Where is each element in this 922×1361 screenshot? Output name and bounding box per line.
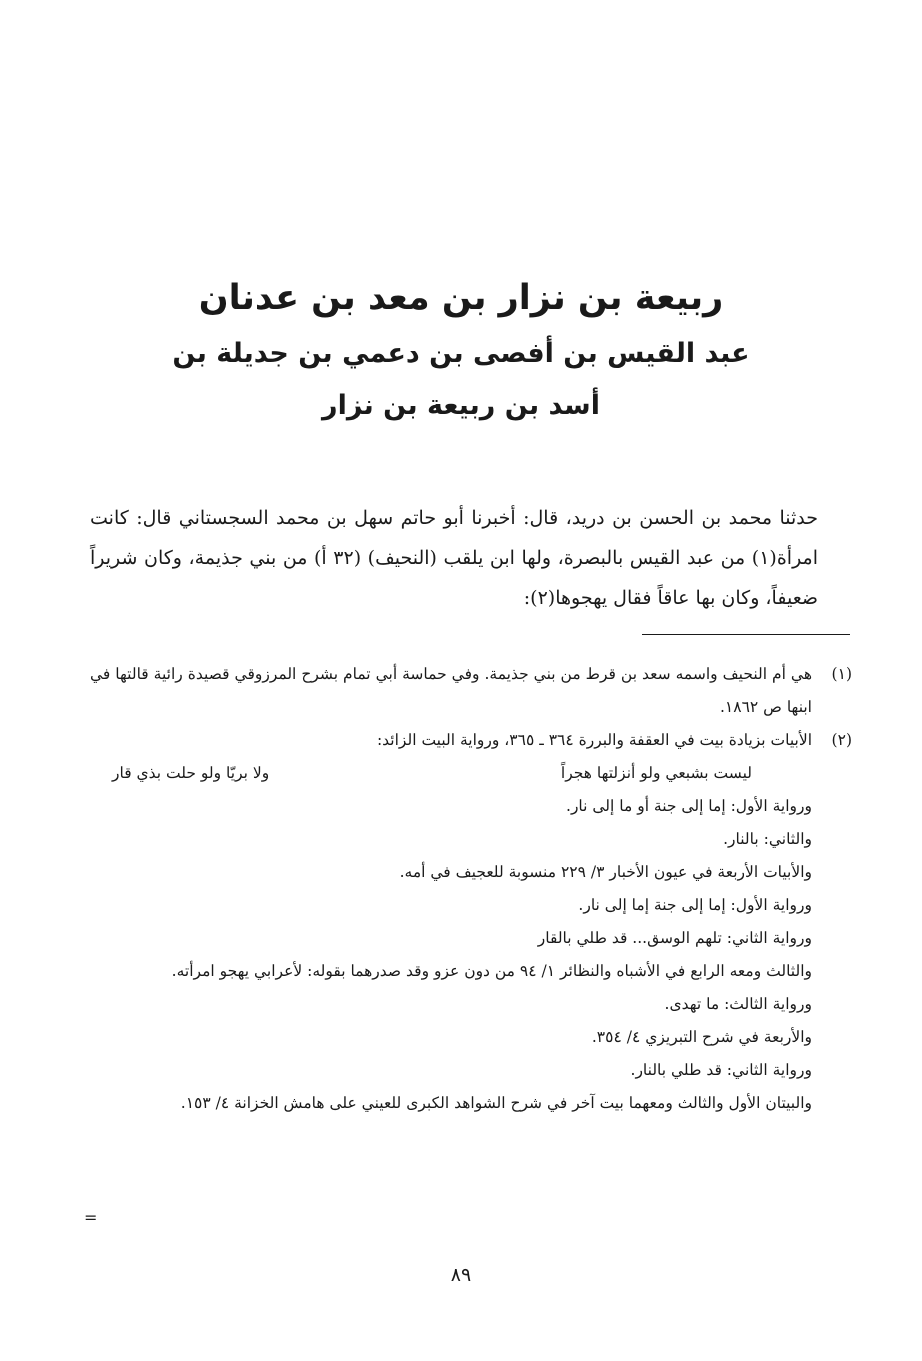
chapter-heading	[100, 268, 822, 432]
footnote-number: (٢)	[831, 731, 852, 749]
footnote-line: الأبيات بزيادة بيت في العقفة والبررة ٣٦٤ ـ ٣٦٥، ورواية البيت الزائد:	[376, 731, 812, 749]
body-paragraph: حدثنا محمد بن الحسن بن دريد، قال: أخبرنا أبو حاتم سهل بن محمد السجستاني قال: كانت امرأة(١) من عبد القيس بالبصرة، ولها ابن يلقب (النحيف) (٣٢ أ) من بني جذيمة، وكان شريراً ضعيفاً، وكان بها عاقاً فقال يهجوها(٢):	[90, 507, 819, 609]
verse-hemistich-first: ليست بشبعي ولو أنزلتها هجراً	[560, 764, 752, 782]
footnotes	[90, 658, 852, 1120]
footnote-1	[90, 658, 852, 724]
page-number: ٨٩	[450, 1264, 472, 1286]
footnote-line: ورواية الثاني: تلهم الوسق... قد طلي بالقار	[537, 929, 812, 947]
footnote-2	[90, 724, 852, 1120]
footnote-text: هي أم النحيف واسمه سعد بن قرط من بني جذيمة. وفي حماسة أبي تمام بشرح المرزوقي قصيدة رائية قالتها في ابنها ص ١٨٦٢.	[90, 665, 812, 716]
footnote-line: والثالث ومعه الرابع في الأشباه والنظائر ١/ ٩٤ من دون عزو وقد صدرهما بقوله: لأعرابي يهجو امرأته.	[171, 962, 812, 980]
verse-line	[112, 757, 812, 790]
footnote-line: ورواية الثاني: قد طلي بالنار.	[630, 1061, 812, 1079]
footnote-line: والأربعة في شرح التبريزي ٤/ ٣٥٤.	[591, 1028, 812, 1046]
footnote-text	[90, 724, 812, 1120]
main-title: ربيعة بن نزار بن معد بن عدنان	[198, 278, 724, 318]
footnote-line: والبيتان الأول والثالث ومعهما بيت آخر في شرح الشواهد الكبرى للعيني على هامش الخزانة ٤/ ١٥٣.	[180, 1094, 812, 1112]
footnote-separator	[642, 634, 850, 635]
footnote-number: (١)	[831, 665, 852, 683]
footnote-line: والثاني: بالنار.	[723, 830, 812, 848]
footnote-line: ورواية الأول: إما إلى جنة إما إلى نار.	[578, 896, 812, 914]
subtitle-line-1: عبد القيس بن أفصى بن دعمي بن جديلة بن	[172, 338, 750, 369]
footnote-line: ورواية الثالث: ما تهدى.	[664, 995, 812, 1013]
subtitle-line-2: أسد بن ربيعة بن نزار	[322, 390, 600, 421]
verse-hemistich-second: ولا بريّا ولو حلت بذي قار	[112, 764, 270, 782]
footnote-line: والأبيات الأربعة في عيون الأخبار ٣/ ٢٢٩ منسوبة للعجيف في أمه.	[399, 863, 812, 881]
continuation-mark: =	[84, 1208, 98, 1227]
footnote-line: ورواية الأول: إما إلى جنة أو ما إلى نار.	[566, 797, 812, 815]
